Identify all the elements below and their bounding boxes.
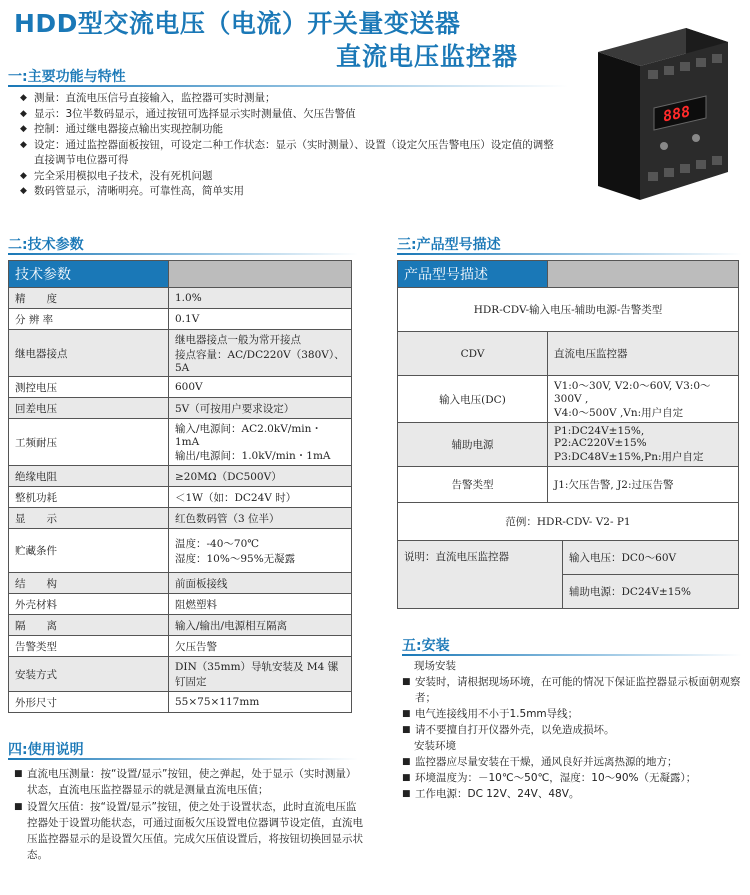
- section-divider: [8, 253, 358, 255]
- usage-section: [14, 766, 364, 864]
- list-item: ◆ 显示：3位半数码显示，通过按钮可选择显示实时测量值、欠压告警值: [20, 107, 560, 123]
- table-row: 精 度 1.0%: [9, 288, 352, 309]
- section-tech-heading: 二:技术参数: [8, 237, 84, 253]
- section-divider: [8, 85, 568, 87]
- product-model-table: [397, 260, 739, 609]
- table-row: 外形尺寸 55×75×117mm: [9, 692, 352, 713]
- table-row: 分 辨 率 0.1V: [9, 309, 352, 330]
- table-header-row: [9, 261, 352, 288]
- table-row: 贮藏条件 温度：-40～70℃ 湿度：10%～95%无凝露: [9, 529, 352, 573]
- square-bullet-icon: ■: [402, 757, 411, 767]
- install-subheading: 安装环境: [414, 740, 456, 752]
- table-header-row: [398, 261, 739, 288]
- square-bullet-icon: ■: [14, 769, 23, 779]
- model-example: 范例：HDR-CDV- V2- P1: [398, 503, 739, 541]
- table-row: 显 示 红色数码管（3 位半）: [9, 508, 352, 529]
- square-bullet-icon: ■: [402, 709, 411, 719]
- table-row: [398, 503, 739, 541]
- list-item: ◆ 完全采用模拟电子技术，没有死机问题: [20, 169, 560, 185]
- list-item: ◆ 测量：直流电压信号直接输入，监控器可实时测量；: [20, 91, 560, 107]
- list-item: ◆ 设定：通过监控器面板按钮，可设定二种工作状态：显示（实时测量）、设置（设定欠压告警电压）设定值的调整直接调节电位器可得: [20, 138, 560, 169]
- table-row: [398, 288, 739, 332]
- table-row: 安装方式 DIN（35mm）导轨安装及 M4 镙钉固定: [9, 657, 352, 692]
- table-row: 整机功耗 ＜1W（如：DC24V 时）: [9, 487, 352, 508]
- section-features-heading: 一:主要功能与特性: [8, 69, 126, 85]
- table-row: 输入电压(DC) V1:0～30V, V2:0～60V, V3:0～300V , V4:0～500V ,Vn:用户自定: [398, 376, 739, 423]
- install-section: [402, 658, 747, 802]
- table-row: 工频耐压 输入/电源间：AC2.0kV/min・1mA 输出/电源间：1.0kV/min・1mA: [9, 419, 352, 466]
- install-subheading: 现场安装: [414, 660, 456, 672]
- square-bullet-icon: ■: [14, 801, 23, 812]
- square-bullet-icon: ■: [402, 677, 411, 687]
- page-title: HDD型交流电压（电流）开关量变送器: [14, 9, 461, 38]
- list-item: ◆ 数码管显示，清晰明亮。可靠性高，简单实用: [20, 184, 560, 200]
- table-row: 辅助电源 P1:DC24V±15%, P2:AC220V±15% P3:DC48V±15%,Pn:用户自定: [398, 423, 739, 467]
- square-bullet-icon: ■: [402, 773, 411, 783]
- list-item: ■ 电气连接线用不小于1.5mm导线；: [402, 708, 579, 720]
- table-row: 测控电压 600V: [9, 377, 352, 398]
- diamond-bullet-icon: ◆: [20, 139, 27, 150]
- diamond-bullet-icon: ◆: [20, 124, 27, 134]
- list-item: ■ 环境温度为：－10℃～50℃，湿度：10～90%（无凝露）；: [402, 772, 697, 784]
- monitor-device-image: [568, 22, 738, 212]
- page-subtitle: 直流电压监控器: [336, 42, 519, 71]
- model-format: HDR-CDV-输入电压-辅助电源-告警类型: [398, 288, 739, 332]
- list-item: ■ 工作电源：DC 12V、24V、48V。: [402, 788, 580, 800]
- diamond-bullet-icon: ◆: [20, 108, 27, 119]
- list-item: ◆ 控制：通过继电器接点输出实现控制功能: [20, 122, 560, 138]
- table-header: 技术参数: [9, 261, 169, 288]
- table-row: 外壳材料 阻燃塑料: [9, 594, 352, 615]
- list-item: ■ 安装时，请根据现场环境，在可能的情况下保证监控器显示板面朝观察者；: [402, 676, 741, 704]
- led-display-readout: 888: [663, 102, 691, 126]
- table-row: 告警类型 欠压告警: [9, 636, 352, 657]
- table-row: 继电器接点 继电器接点一般为常开接点 接点容量：AC/DC220V（380V）、5A: [9, 330, 352, 377]
- diamond-bullet-icon: ◆: [20, 170, 27, 181]
- list-item: ■ 请不要擅自打开仪器外壳，以免造成损坏。: [402, 724, 615, 736]
- section-divider: [8, 758, 358, 760]
- square-bullet-icon: ■: [402, 725, 411, 735]
- section-divider: [397, 253, 742, 255]
- table-row: 隔 离 输入/输出/电源相互隔离: [9, 615, 352, 636]
- section-product-heading: 三:产品型号描述: [397, 237, 501, 253]
- features-list: [20, 91, 560, 200]
- section-usage-heading: 四:使用说明: [8, 742, 84, 758]
- table-row: 绝缘电阻 ≥20MΩ（DC500V）: [9, 466, 352, 487]
- list-item: ■ 直流电压测量：按“设置/显示”按钮，使之弹起，处于显示（实时测量）状态，直流电压监控器显示的就是测量直流电压值；: [14, 766, 364, 799]
- list-item: ■ 设置欠压值：按“设置/显示”按钮，使之处于设置状态，此时直流电压监控器处于设置功能状态，可通过面板欠压设置电位器调节设定值，直流电压监控器显示的是设置欠压值。完成欠压值设置后，将按钮切换回显示状态。: [14, 799, 364, 864]
- table-row: 说明：直流电压监控器 输入电压：DC0～60V: [398, 541, 739, 575]
- table-row: 结 构 前面板接线: [9, 573, 352, 594]
- table-row: 回差电压 5V（可按用户要求设定）: [9, 398, 352, 419]
- tech-params-table: [8, 260, 352, 713]
- table-header: 产品型号描述: [398, 261, 548, 288]
- table-row: CDV 直流电压监控器: [398, 332, 739, 376]
- table-row: 辅助电源：DC24V±15%: [398, 575, 739, 609]
- table-row: 告警类型 J1:欠压告警, J2:过压告警: [398, 467, 739, 503]
- square-bullet-icon: ■: [402, 789, 411, 799]
- diamond-bullet-icon: ◆: [20, 186, 27, 196]
- section-divider: [402, 654, 742, 656]
- section-install-heading: 五:安装: [402, 638, 450, 654]
- list-item: ■ 监控器应尽量安装在干燥，通风良好并远离热源的地方；: [402, 756, 678, 768]
- diamond-bullet-icon: ◆: [20, 93, 27, 103]
